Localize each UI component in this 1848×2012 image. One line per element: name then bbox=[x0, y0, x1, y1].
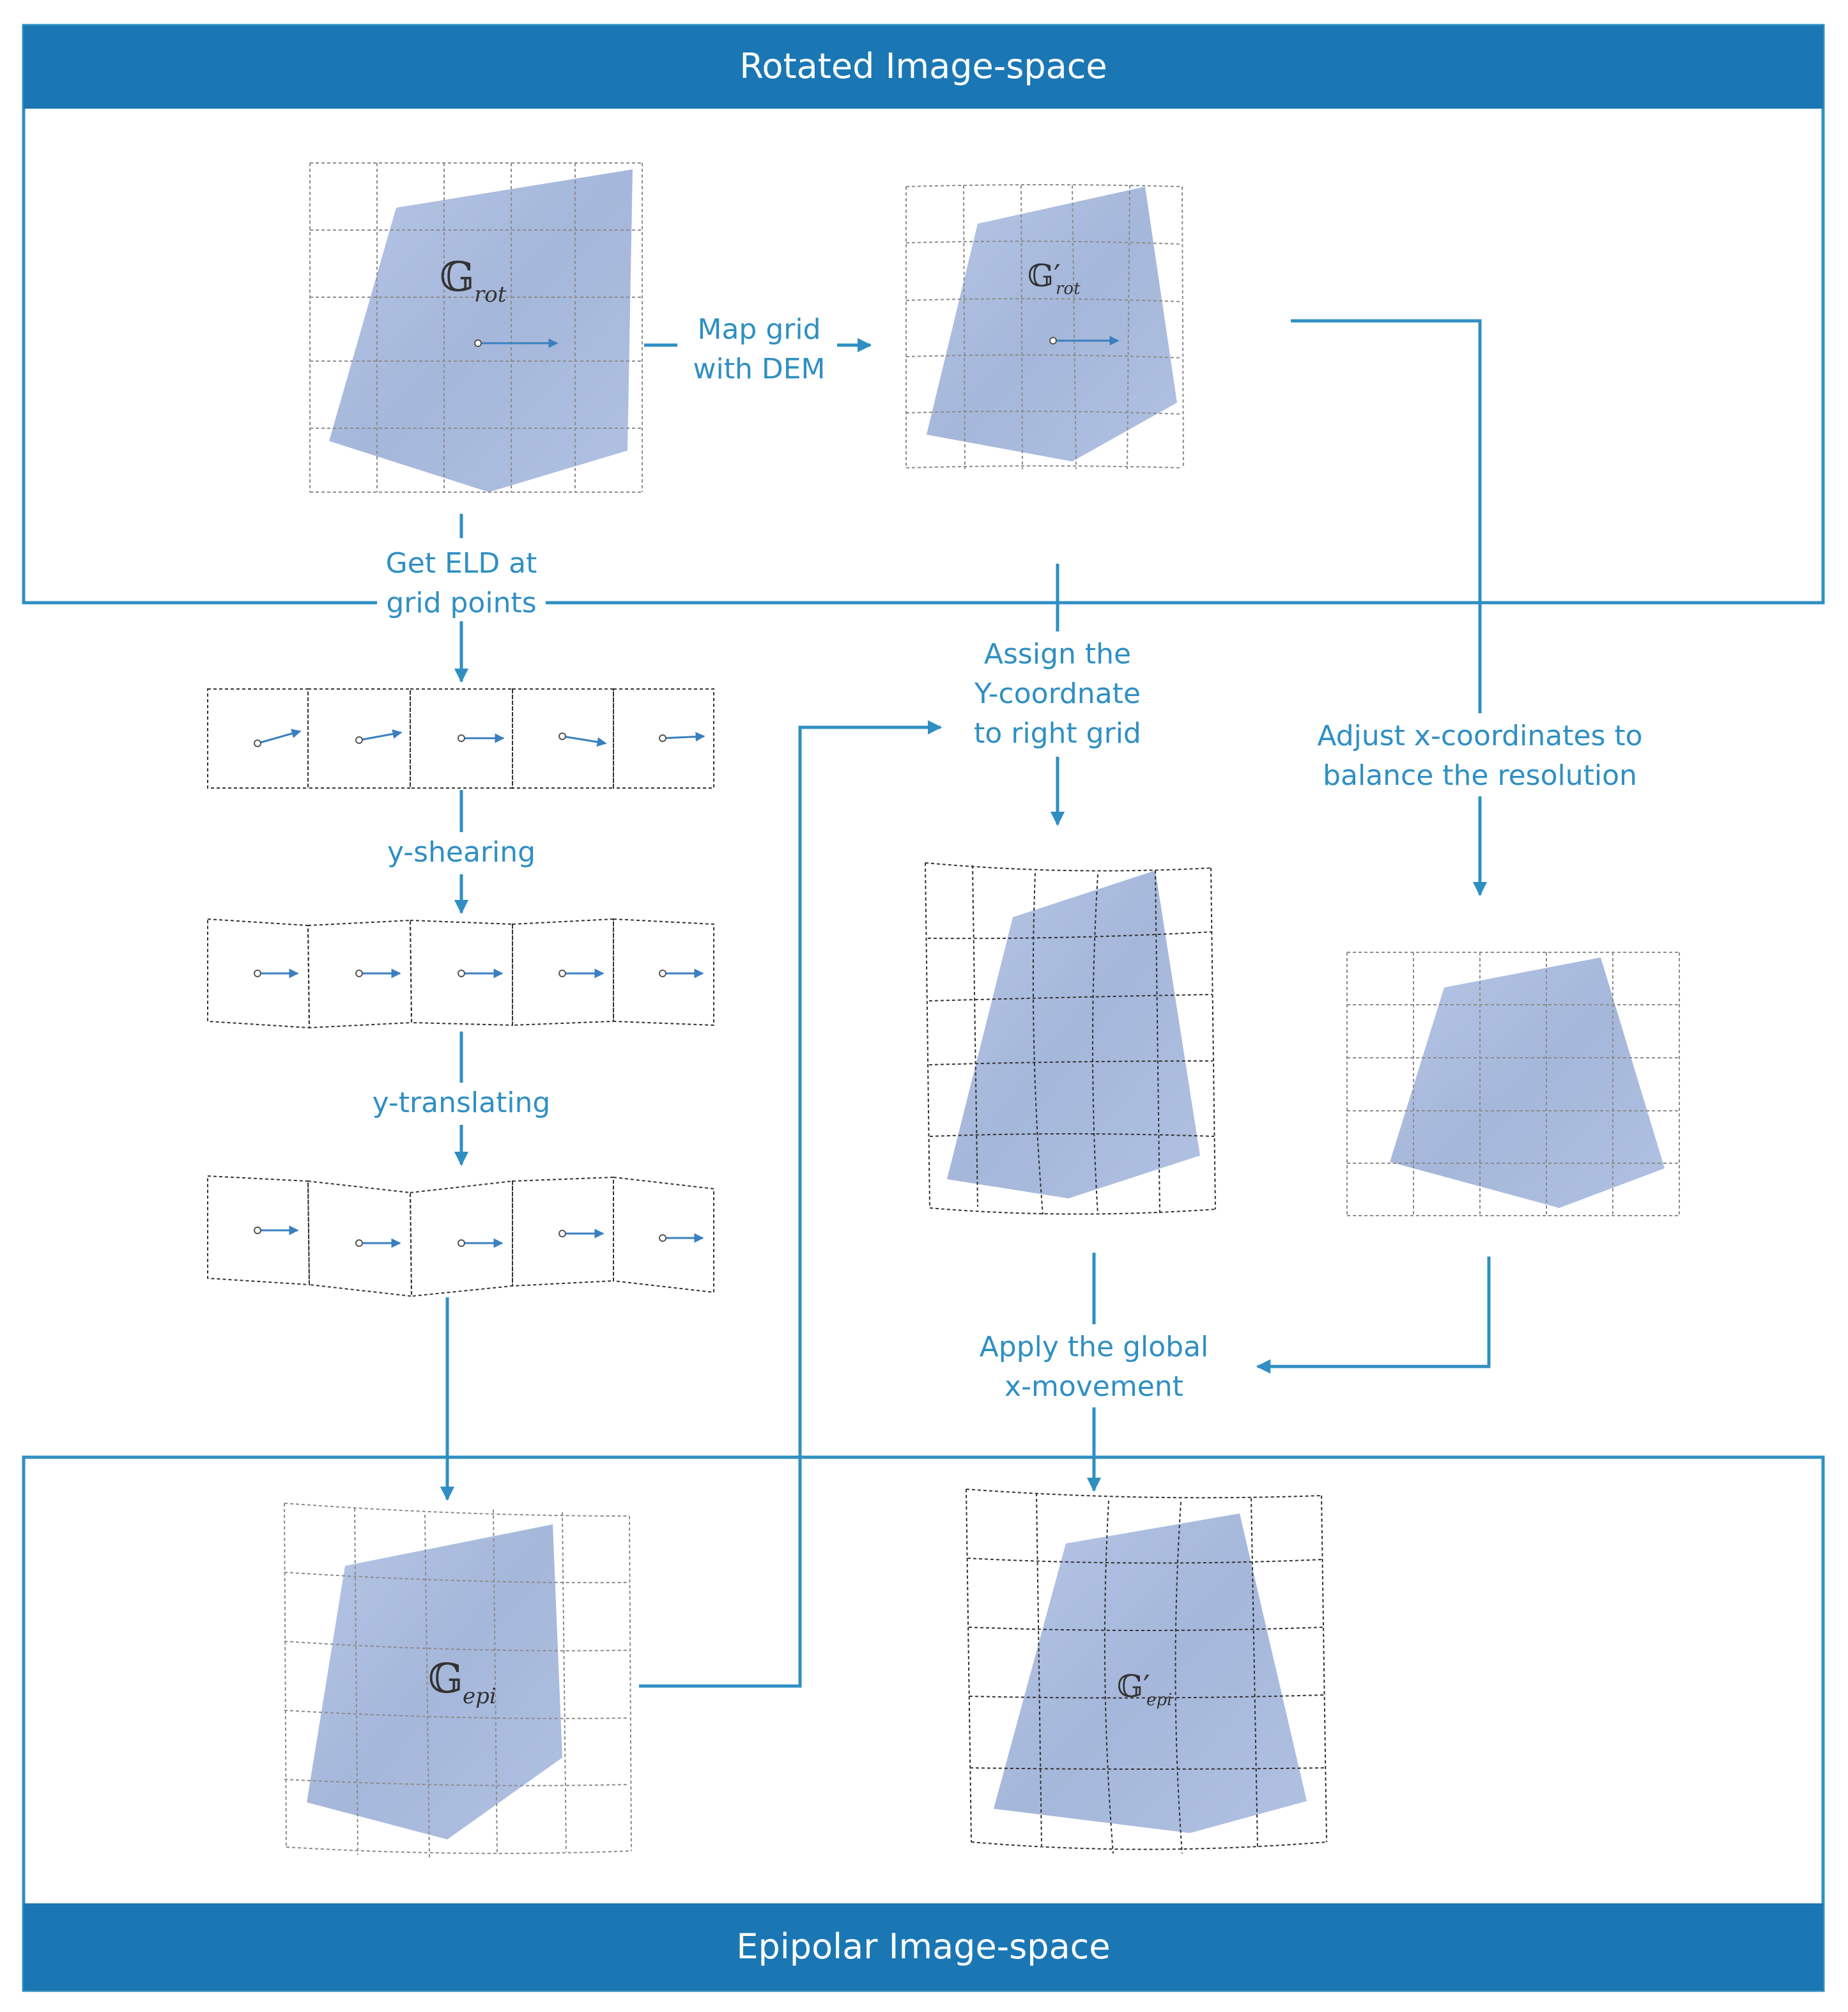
g-rot-label: 𝔾 bbox=[440, 254, 475, 301]
g-epi-prime-label: 𝔾′ bbox=[1117, 1669, 1150, 1705]
epipolar-image-space-title: Epipolar Image-space bbox=[736, 1926, 1111, 1967]
translated-cells-row bbox=[208, 1176, 714, 1296]
rotated-image-space-title: Rotated Image-space bbox=[739, 46, 1107, 86]
g-rot-grid bbox=[310, 163, 642, 492]
g-rot-image bbox=[329, 169, 633, 492]
assigned-y-image bbox=[947, 871, 1200, 1198]
apply-global-label-line1: Apply the global bbox=[979, 1331, 1209, 1363]
adjust-x-connector bbox=[1291, 321, 1480, 895]
sheared-cells-row bbox=[208, 919, 714, 1028]
rotated-image-space-frame bbox=[24, 26, 1823, 603]
g-epi-subscript: epi bbox=[463, 1683, 497, 1709]
balanced-to-global-connector bbox=[1258, 1257, 1489, 1366]
g-rot-subscript: rot bbox=[474, 282, 507, 307]
g-epi-prime-grid bbox=[966, 1489, 1327, 1853]
map-grid-label-line2: with DEM bbox=[693, 353, 826, 385]
g-rot-prime-subscript: rot bbox=[1056, 279, 1081, 298]
g-epi-prime-subscript: epi bbox=[1146, 1691, 1173, 1710]
assigned-y-grid bbox=[925, 863, 1215, 1214]
g-epi-prime-image bbox=[994, 1513, 1307, 1833]
assign-y-label-line2: Y-coordnate bbox=[974, 677, 1141, 710]
assign-y-label-line3: to right grid bbox=[974, 717, 1141, 750]
eld-cells-row bbox=[208, 689, 714, 788]
get-eld-label-line2: grid points bbox=[386, 587, 537, 619]
assign-y-label-line1: Assign the bbox=[983, 638, 1132, 670]
map-grid-label-line1: Map grid bbox=[697, 313, 821, 346]
balanced-resolution-image bbox=[1390, 957, 1665, 1208]
balanced-resolution-grid bbox=[1347, 952, 1679, 1216]
y-shearing-label: y-shearing bbox=[387, 836, 536, 869]
g-epi-grid bbox=[284, 1503, 631, 1859]
apply-global-label-line2: x-movement bbox=[1005, 1370, 1183, 1403]
y-translating-label: y-translating bbox=[372, 1087, 551, 1119]
g-rot-prime-label: 𝔾′ bbox=[1028, 258, 1061, 294]
g-rot-prime-grid bbox=[906, 185, 1183, 469]
g-epi-to-assign-connector bbox=[639, 727, 941, 1686]
g-epi-label: 𝔾 bbox=[428, 1655, 463, 1703]
adjust-x-label-line1: Adjust x-coordinates to bbox=[1317, 720, 1643, 752]
get-eld-label-line1: Get ELD at bbox=[385, 547, 537, 580]
adjust-x-label-line2: balance the resolution bbox=[1323, 759, 1637, 792]
